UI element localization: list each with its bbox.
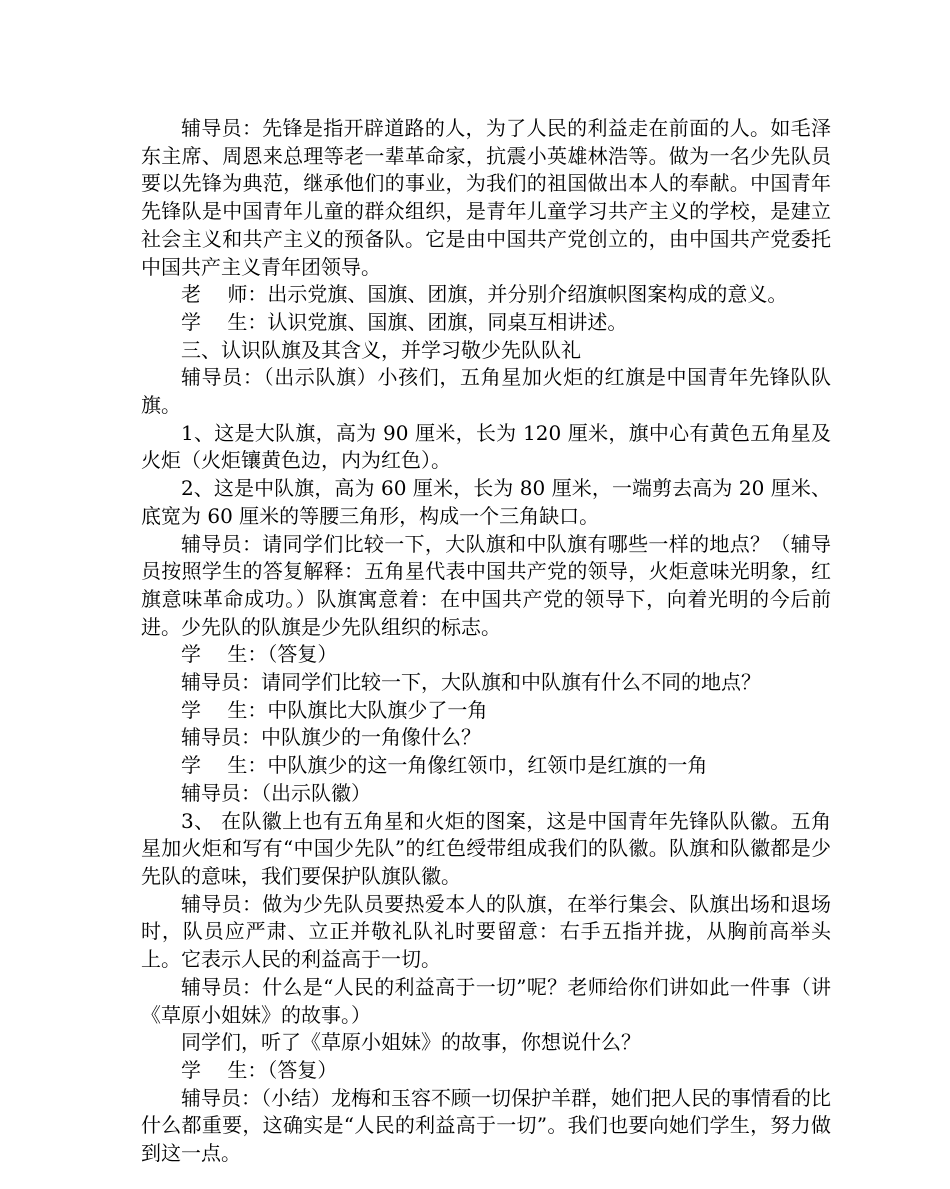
- paragraph-5: 辅导员：（出示队旗）小孩们，五角星加火炬的红旗是中国青年先锋队队旗。: [141, 365, 831, 418]
- paragraph-2: 老 师：出示党旗、国旗、团旗，并分别介绍旗帜图案构成的意义。: [181, 282, 788, 307]
- paragraph-6: 1、这是大队旗，高为 90 厘米，长为 120 厘米，旗中心有黄色五角星及火炬（火炬镶黄色边，内为红色）。: [141, 420, 831, 473]
- paragraph-9: 学 生：（答复）: [181, 642, 338, 667]
- paragraph-11: 学 生：中队旗比大队旗少了一角: [181, 697, 488, 722]
- paragraph-13: 学 生：中队旗少的这一角像红领巾，红领巾是红旗的一角: [181, 753, 708, 778]
- paragraph-4: 三、认识队旗及其含义，并学习敬少先队队礼: [181, 337, 581, 362]
- paragraph-12: 辅导员：中队旗少的一角像什么？: [181, 725, 481, 750]
- paragraph-10: 辅导员：请同学们比较一下，大队旗和中队旗有什么不同的地点？: [181, 670, 761, 695]
- paragraph-17: 辅导员：什么是“人民的利益高于一切”呢？老师给你们讲如此一件事（讲《草原小姐妹》的故事。）: [141, 974, 831, 1027]
- paragraph-7: 2、这是中队旗，高为 60 厘米，长为 80 厘米，一端剪去高为 20 厘米、底宽为 60 厘米的等腰三角形，构成一个三角缺口。: [141, 476, 831, 528]
- paragraph-16: 辅导员：做为少先队员要热爱本人的队旗，在举行集会、队旗出场和退场时，队员应严肃、立正并敬礼队礼时要留意：右手五指并拢，从胸前高举头上。它表示人民的利益高于一切。: [141, 891, 831, 972]
- paragraph-19: 学 生：（答复）: [181, 1057, 338, 1082]
- paragraph-20: 辅导员：（小结）龙梅和玉容不顾一切保护羊群，她们把人民的事情看的比什么都重要，这确实是“人民的利益高于一切”。我们也要向她们学生，努力做到这一点。: [141, 1085, 831, 1166]
- paragraph-1: 辅导员：先锋是指开辟道路的人，为了人民的利益走在前面的人。如毛泽东主席、周恩来总理等老一辈革命家，抗震小英雄林浩等。做为一名少先队员要以先锋为典范，继承他们的事业，为我们的祖国做出本人的奉献。中国青年先锋队是中国青年儿童的群众组织，是青年儿童学习共产主义的学校，是建立社会主义和共产主义的预备队。它是由中国共产党创立的，由中国共产党委托中国共产主义青年团领导。: [141, 116, 831, 279]
- paragraph-3: 学 生：认识党旗、国旗、团旗，同桌互相讲述。: [181, 309, 628, 334]
- paragraph-15: 3、 在队徽上也有五角星和火炬的图案，这是中国青年先锋队队徽。五角星加火炬和写有“中国少先队”的红色绶带组成我们的队徽。队旗和队徽都是少先队的意味，我们要保护队旗队徽。: [141, 808, 831, 888]
- paragraph-18: 同学们，听了《草原小姐妹》的故事，你想说什么？: [181, 1030, 641, 1055]
- paragraph-8: 辅导员：请同学们比较一下，大队旗和中队旗有哪些一样的地点？（辅导员按照学生的答复解释：五角星代表中国共产党的领导，火炬意味光明象，红旗意味革命成功。）队旗寓意着：在中国共产党的领导下，向着光明的今后前进。少先队的队旗是少先队组织的标志。: [141, 531, 831, 639]
- document-page: [141, 115, 831, 1168]
- paragraph-14: 辅导员：（出示队徽）: [181, 780, 371, 805]
